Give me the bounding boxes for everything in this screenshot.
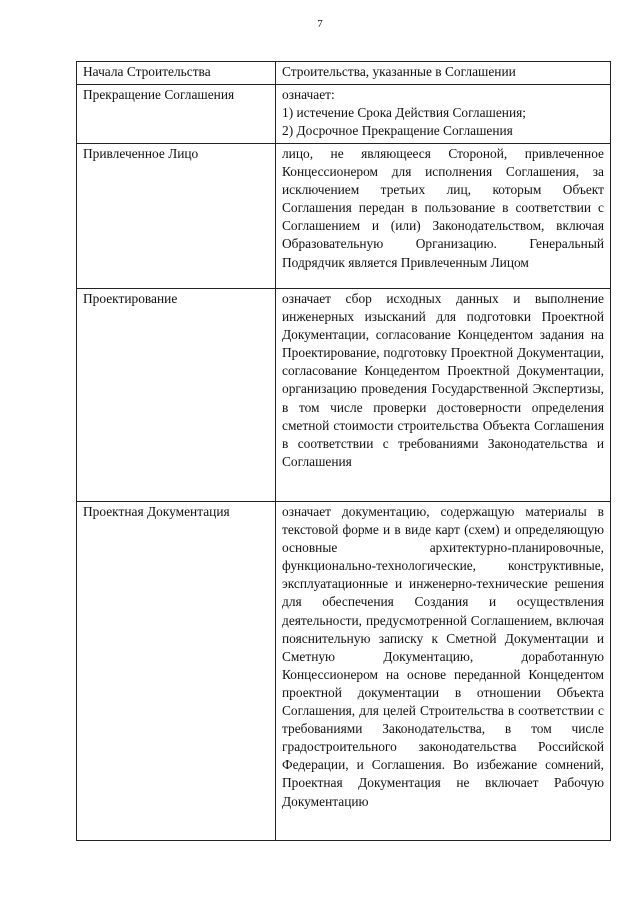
term-cell: Проектирование (77, 289, 276, 502)
term-cell: Начала Строительства (77, 62, 276, 85)
table-row (77, 289, 611, 502)
definition-cell: означает документацию, содержащую материалы в текстовой форме и в виде карт (схем) и определяющую основные архитектурно-планировочные, функционально-технологические, конструктивные, эксплуатационные и инженерно-технические решения для обеспечения Создания и осуществления деятельности, предусмотренной Соглашением, включая пояснительную записку к Сметной Документации и Сметную Документацию, доработанную Концессионером на основе переданной Концедентом проектной документации в отношении Объекта Соглашения, для целей Строительства в соответствии с требованиями Законодательства, в том числе градостроительного законодательства Российской Федерации, и Соглашения. Во избежание сомнений, Проектная Документация не включает Рабочую Документацию (276, 502, 611, 841)
definition-cell (276, 85, 611, 144)
term-cell: Проектная Документация (77, 502, 276, 841)
definition-cell: лицо, не являющееся Стороной, привлеченное Концессионером для исполнения Соглашения, за исключением третьих лиц, которым Объект Соглашения передан в пользование в соответствии с Соглашением и (или) Законодательством, включая Образовательную Организацию. Генеральный Подрядчик является Привлеченным Лицом (276, 144, 611, 289)
table-row (77, 85, 611, 144)
term-cell: Привлеченное Лицо (77, 144, 276, 289)
definition-line: 1) истечение Срока Действия Соглашения; (282, 105, 527, 121)
definition-cell: Строительства, указанные в Соглашении (276, 62, 611, 85)
table-row (77, 144, 611, 289)
term-cell: Прекращение Соглашения (77, 85, 276, 144)
definition-line: 2) Досрочное Прекращение Соглашения (282, 123, 513, 139)
definition-cell: означает сбор исходных данных и выполнение инженерных изысканий для подготовки Проектной Документации, согласование Концедентом задания на Проектирование, подготовку Проектной Документации, согласование Концедентом Проектной Документации, организацию проведения Государственной Экспертизы, в том числе проверки достоверности определения сметной стоимости строительства Объекта Соглашения в соответствии с требованиями Законодательства и Соглашения (276, 289, 611, 502)
definition-line: означает: (282, 87, 335, 102)
table-row (77, 502, 611, 841)
table-row (77, 62, 611, 85)
page-number: 7 (317, 18, 323, 30)
definitions-table (76, 61, 611, 841)
